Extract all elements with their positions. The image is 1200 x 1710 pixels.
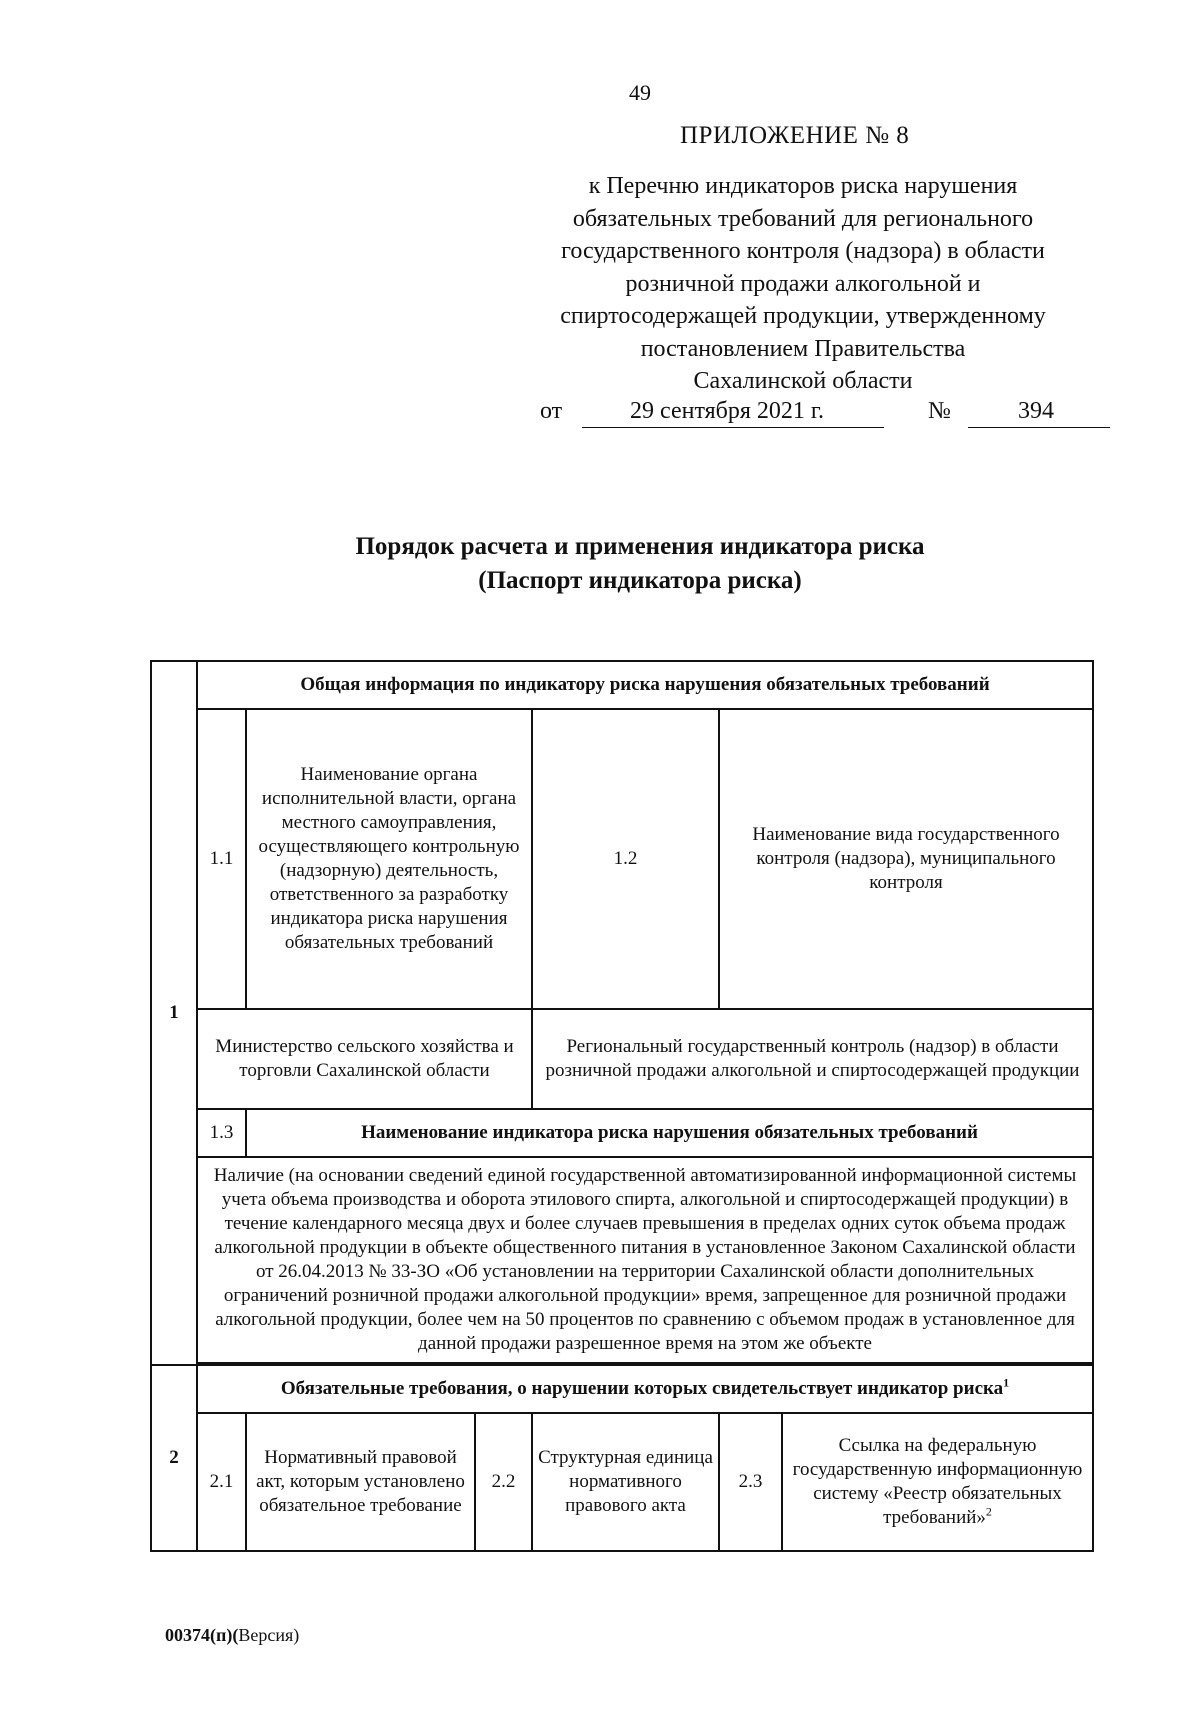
date-underline xyxy=(582,427,884,428)
item-label: Наименование вида государственного контроля (надзора), муниципального контроля xyxy=(719,709,1093,1009)
section-header xyxy=(197,1365,1093,1413)
page-number: 49 xyxy=(629,80,651,105)
item-number: 2.1 xyxy=(197,1413,246,1551)
table-row xyxy=(151,1365,1093,1413)
appendix-line: Сахалинской области xyxy=(693,368,913,394)
footer-code: 00374(п)( xyxy=(165,1625,239,1645)
item-label: Структурная единица нормативного правового акта xyxy=(532,1413,719,1551)
appendix-line: розничной продажи алкогольной и xyxy=(625,270,981,297)
date-prefix: от xyxy=(540,398,563,424)
risk-indicator-passport-table xyxy=(150,660,1094,1552)
item-label: Наименование органа исполнительной власти, органа местного самоуправления, осуществляющего контрольную (надзорную) деятельность, ответственного за разработку индикатора риска нарушения обязательных требований xyxy=(246,709,532,1009)
table-row xyxy=(151,1157,1093,1363)
number-underline xyxy=(968,427,1110,428)
item-number: 1.3 xyxy=(197,1109,246,1157)
footer-version: Версия) xyxy=(238,1625,300,1645)
item-label xyxy=(782,1413,1093,1551)
appendix-line: спиртосодержащей продукции, утвержденному xyxy=(560,303,1046,329)
appendix-line: постановлением Правительства xyxy=(640,335,966,362)
item-value: Министерство сельского хозяйства и торговли Сахалинской области xyxy=(197,1009,532,1109)
table-row xyxy=(151,661,1093,709)
item-number: 2.2 xyxy=(475,1413,532,1551)
appendix-line: государственного контроля (надзора) в области xyxy=(561,238,1045,264)
item-value: Региональный государственный контроль (надзор) в области розничной продажи алкогольной и спиртосодержащей продукции xyxy=(532,1009,1093,1109)
item-number: 1.2 xyxy=(532,709,719,1009)
appendix-subtitle xyxy=(505,170,1101,398)
section-number: 1 xyxy=(151,661,197,1365)
section-header-text: Обязательные требования, о нарушении которых свидетельствует индикатор риска xyxy=(280,1378,1004,1399)
resolution-date-line xyxy=(540,398,1110,430)
item-number: 1.1 xyxy=(197,709,246,1009)
appendix-title: ПРИЛОЖЕНИЕ № 8 xyxy=(680,122,910,149)
item-label: Нормативный правовой акт, которым установлено обязательное требование xyxy=(246,1413,475,1551)
item-label: Наименование индикатора риска нарушения обязательных требований xyxy=(246,1109,1093,1157)
item-label-text: Ссылка на федеральную государственную информационную систему «Реестр обязательных требований» xyxy=(792,1435,1083,1528)
resolution-date: 29 сентября 2021 г. xyxy=(630,398,825,424)
section-header: Общая информация по индикатору риска нарушения обязательных требований xyxy=(197,661,1093,709)
number-sign: № xyxy=(928,398,951,424)
appendix-line: обязательных требований для регионального xyxy=(572,205,1034,232)
item-number: 2.3 xyxy=(719,1413,782,1551)
footnote-mark: 2 xyxy=(985,1504,992,1519)
appendix-line: к Перечню индикаторов риска нарушения xyxy=(588,173,1018,199)
item-value: Наличие (на основании сведений единой государственной автоматизированной информационной системы учета объема производства и оборота этилового спирта, алкогольной и спиртосодержащей продукции) в течение календарного месяца двух и более случаев превышения в пределах одних суток объема продаж алкогольной продукции в объекте общественного питания в установленное Законом Сахалинской области от 26.04.2013 № 33-ЗО «Об установлении на территории Сахалинской области дополнительных ограничений розничной продажи алкогольной продукции» время, запрещенное для розничной продажи алкогольной продукции, более чем на 50 процентов по сравнению с объемом продаж в установленное для данной продажи разрешенное время на этом же объекте xyxy=(197,1157,1093,1363)
section-number: 2 xyxy=(151,1365,197,1551)
table-row xyxy=(151,1413,1093,1551)
document-footer xyxy=(165,1625,299,1646)
table-row xyxy=(151,1109,1093,1157)
table-row xyxy=(151,709,1093,1009)
document-title-line: (Паспорт индикатора риска) xyxy=(478,567,802,594)
document-title xyxy=(0,530,1200,598)
table-row xyxy=(151,1009,1093,1109)
document-title-line: Порядок расчета и применения индикатора риска xyxy=(355,533,925,560)
footnote-mark: 1 xyxy=(1003,1375,1010,1390)
resolution-number: 394 xyxy=(1018,398,1054,424)
